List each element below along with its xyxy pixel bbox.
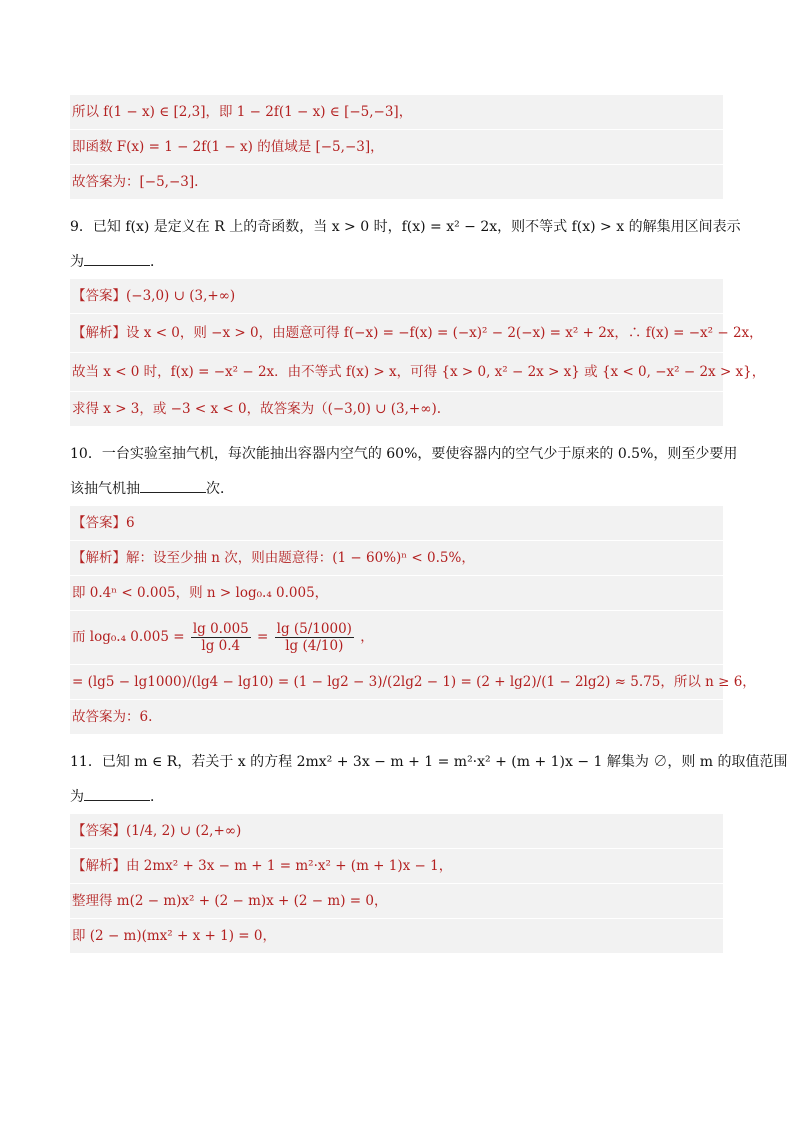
- fraction: $\frac{\lg (5/1000)}{\lg (4/10)}$: [276, 621, 352, 654]
- analysis-line: 求得 x > 3，或 −3 < x < 0，故答案为（(−3,0) ∪ (3,+∞).: [70, 392, 723, 427]
- solution-line: 故答案为：[−5,−3].: [70, 165, 723, 200]
- analysis-line: 即 0.4ⁿ < 0.005，则 n > log₀.₄ 0.005，: [70, 576, 723, 611]
- answer-blank: [84, 786, 150, 801]
- fraction: $\frac{\lg 0.005}{\lg 0.4}$: [192, 621, 249, 654]
- document-page: [70, 95, 788, 954]
- question-11-blank-line: 为 ．: [70, 779, 723, 814]
- solution-line: 所以 f(1 − x) ∈ [2,3]，即 1 − 2f(1 − x) ∈ [−5,−3]，: [70, 95, 723, 130]
- answer-blank: [140, 478, 206, 493]
- question-10-line: 10．一台实验室抽气机，每次能抽出容器内空气的 60%，要使容器内的空气少于原来的 0.5%，则至少要用: [70, 446, 738, 462]
- analysis-line: 故当 x < 0 时，f(x) = −x² − 2x．由不等式 f(x) > x，可得 {x > 0, x² − 2x > x} 或 {x < 0, −x² − 2x > x}，: [70, 353, 723, 392]
- answer-line: 【答案】(−3,0) ∪ (3,+∞): [70, 279, 723, 314]
- answer-line: 【答案】(1/4, 2) ∪ (2,+∞): [70, 814, 723, 849]
- analysis-line: 【解析】由 2mx² + 3x − m + 1 = m²·x² + (m + 1)x − 1，: [70, 849, 723, 884]
- question-9-line: 9．已知 f(x) 是定义在 R 上的奇函数，当 x > 0 时，f(x) = x² − 2x，则不等式 f(x) > x 的解集用区间表示: [70, 219, 741, 235]
- question-11-line: 11．已知 m ∈ R，若关于 x 的方程 2mx² + 3x − m + 1 = m²·x² + (m + 1)x − 1 解集为 ∅，则 m 的取值范围: [70, 754, 788, 770]
- analysis-line: = (lg5 − lg1000)/(lg4 − lg10) = (1 − lg2 − 3)/(2lg2 − 1) = (2 + lg2)/(1 − 2lg2) ≈ 5.75，所以 n ≥ 6，: [70, 665, 723, 700]
- analysis-line: 整理得 m(2 − m)x² + (2 − m)x + (2 − m) = 0，: [70, 884, 723, 919]
- analysis-line: 故答案为：6.: [70, 700, 723, 735]
- analysis-line-fraction: 而 log₀.₄ 0.005 = $\frac{\lg 0.005}{\lg 0.4}$ = $\frac{\lg (5/1000)}{\lg (4/10)}$ ，: [70, 611, 723, 665]
- solution-line: 即函数 F(x) = 1 − 2f(1 − x) 的值域是 [−5,−3]，: [70, 130, 723, 165]
- question-9-blank-line: 为 ．: [70, 244, 723, 279]
- analysis-line: 即 (2 − m)(mx² + x + 1) = 0，: [70, 919, 723, 954]
- question-10-blank-line: 该抽气机抽 次．: [70, 471, 723, 506]
- analysis-line: 【解析】设 x < 0，则 −x > 0，由题意可得 f(−x) = −f(x) = (−x)² − 2(−x) = x² + 2x，∴ f(x) = −x² − 2x，: [70, 314, 723, 353]
- answer-line: 【答案】6: [70, 506, 723, 541]
- answer-blank: [84, 251, 150, 266]
- analysis-line: 【解析】解：设至少抽 n 次，则由题意得：(1 − 60%)ⁿ < 0.5%，: [70, 541, 723, 576]
- solution-band-q10: [70, 506, 756, 735]
- solution-band-q11: [70, 814, 723, 954]
- solution-band-q8: [70, 95, 723, 200]
- solution-band-q9: [70, 279, 766, 427]
